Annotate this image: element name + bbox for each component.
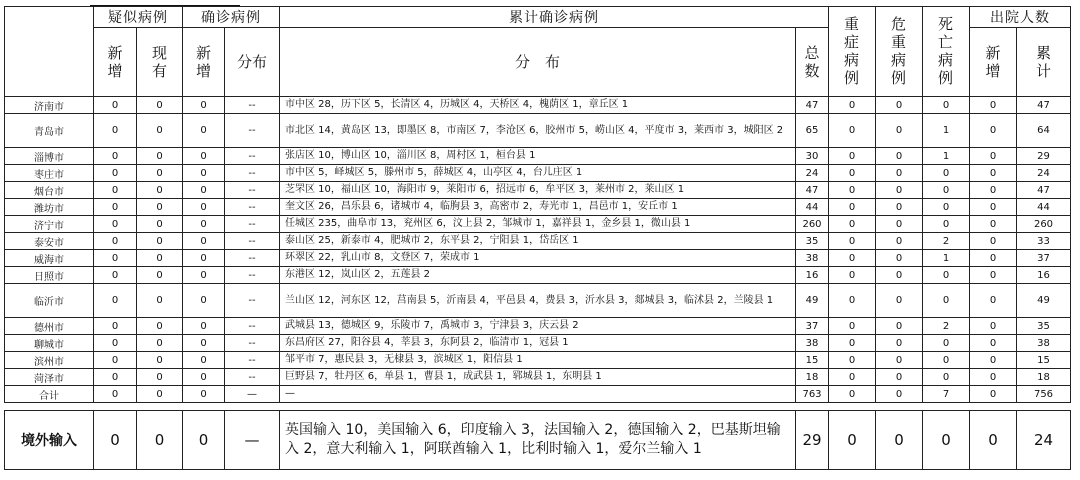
region-name: 烟台市 [5,182,94,199]
confirmed-new: 0 [183,335,225,352]
cumulative-distribution: 邹平市 7，惠民县 3，无棣县 3，滨城区 1，阳信县 1 [280,352,796,369]
severe-count: 0 [829,369,876,386]
header-critical: 危重病例 [876,7,923,97]
suspected-new: 0 [94,284,137,318]
confirmed-new: 0 [183,114,225,148]
suspected-current: 0 [137,233,183,250]
confirmed-new: 0 [183,386,225,403]
confirmed-distribution: -- [225,114,280,148]
discharged-cumulative: 44 [1017,199,1071,216]
table-row [5,369,1071,386]
header-blank [5,7,94,97]
suspected-new: 0 [94,352,137,369]
table-row [5,267,1071,284]
region-name: 青岛市 [5,114,94,148]
death-count: 0 [923,369,970,386]
suspected-new: 0 [94,411,137,470]
critical-count: 0 [876,182,923,199]
table-row [5,165,1071,182]
region-name: 潍坊市 [5,199,94,216]
cumulative-distribution: 东港区 12，岚山区 2，五莲县 2 [280,267,796,284]
table-row [5,386,1071,403]
cumulative-total: 16 [796,267,829,284]
confirmed-new: 0 [183,182,225,199]
cumulative-total: 260 [796,216,829,233]
severe-count: 0 [829,182,876,199]
confirmed-new: 0 [183,148,225,165]
header-sus-current: 现有 [137,28,183,97]
death-count: 2 [923,318,970,335]
suspected-current: 0 [137,411,183,470]
suspected-current: 0 [137,114,183,148]
header-sus-new: 新增 [94,28,137,97]
discharged-cumulative: 24 [1017,165,1071,182]
suspected-current: 0 [137,352,183,369]
cumulative-total: 18 [796,369,829,386]
suspected-current: 0 [137,335,183,352]
cumulative-distribution: 泰山区 25，新泰市 4，肥城市 2，东平县 2，宁阳县 1，岱岳区 1 [280,233,796,250]
suspected-new: 0 [94,148,137,165]
severe-count: 0 [829,411,876,470]
confirmed-distribution: -- [225,318,280,335]
suspected-new: 0 [94,267,137,284]
header-cum-distribution: 分 布 [280,28,796,97]
cumulative-distribution: 芝罘区 10，福山区 10，海阳市 9，莱阳市 6，招远市 6，牟平区 3，莱州市 2，莱山区 1 [280,182,796,199]
cumulative-total: 38 [796,335,829,352]
critical-count: 0 [876,335,923,352]
confirmed-new: 0 [183,369,225,386]
discharged-cumulative: 35 [1017,318,1071,335]
suspected-current: 0 [137,97,183,114]
severe-count: 0 [829,97,876,114]
cumulative-total: 47 [796,97,829,114]
confirmed-new: 0 [183,250,225,267]
discharged-new: 0 [970,233,1017,250]
critical-count: 0 [876,284,923,318]
critical-count: 0 [876,216,923,233]
suspected-current: 0 [137,216,183,233]
discharged-new: 0 [970,335,1017,352]
header-con-distribution: 分布 [225,28,280,97]
region-name: 聊城市 [5,335,94,352]
discharged-cumulative: 756 [1017,386,1071,403]
death-count: 0 [923,352,970,369]
region-name: 临沂市 [5,284,94,318]
discharged-cumulative: 18 [1017,369,1071,386]
suspected-current: 0 [137,199,183,216]
region-name: 威海市 [5,250,94,267]
table-row [5,182,1071,199]
severe-count: 0 [829,114,876,148]
death-count: 1 [923,250,970,267]
severe-count: 0 [829,216,876,233]
critical-count: 0 [876,199,923,216]
table-row [5,148,1071,165]
critical-count: 0 [876,250,923,267]
severe-count: 0 [829,318,876,335]
discharged-cumulative: 29 [1017,148,1071,165]
severe-count: 0 [829,335,876,352]
header-discharged: 出院人数 [970,7,1071,28]
confirmed-distribution: -- [225,97,280,114]
cumulative-total: 24 [796,165,829,182]
confirmed-new: 0 [183,199,225,216]
discharged-new: 0 [970,148,1017,165]
discharged-cumulative: 49 [1017,284,1071,318]
severe-count: 0 [829,250,876,267]
region-name: 滨州市 [5,352,94,369]
row-gap [5,403,1071,411]
region-name: 德州市 [5,318,94,335]
table-row [5,199,1071,216]
header-death: 死亡病例 [923,7,970,97]
region-name: 合计 [5,386,94,403]
critical-count: 0 [876,411,923,470]
severe-count: 0 [829,386,876,403]
critical-count: 0 [876,369,923,386]
table-row [5,318,1071,335]
table-row [5,335,1071,352]
discharged-new: 0 [970,97,1017,114]
confirmed-new: 0 [183,284,225,318]
confirmed-distribution: -- [225,216,280,233]
suspected-new: 0 [94,114,137,148]
severe-count: 0 [829,199,876,216]
cumulative-distribution: 任城区 235，曲阜市 13，兖州区 6，汶上县 2，邹城市 1，嘉祥县 1，金乡县 1，微山县 1 [280,216,796,233]
header-severe: 重症病例 [829,7,876,97]
discharged-cumulative: 47 [1017,97,1071,114]
suspected-new: 0 [94,369,137,386]
suspected-current: 0 [137,267,183,284]
cumulative-distribution: 武城县 13，德城区 9，乐陵市 7，禹城市 3，宁津县 3，庆云县 2 [280,318,796,335]
confirmed-distribution: -- [225,148,280,165]
critical-count: 0 [876,233,923,250]
confirmed-distribution: — [225,411,280,470]
critical-count: 0 [876,114,923,148]
cumulative-distribution: 兰山区 12，河东区 12，莒南县 5，沂南县 4，平邑县 4，费县 3，沂水县 3，郯城县 3，临沭县 2，兰陵县 1 [280,284,796,318]
critical-count: 0 [876,165,923,182]
confirmed-new: 0 [183,97,225,114]
cumulative-distribution: 英国输入 10，美国输入 6，印度输入 3，法国输入 2，德国输入 2，巴基斯坦输入 2，意大利输入 1，阿联酋输入 1，比利时输入 1，爱尔兰输入 1 [280,411,796,470]
table-row [5,233,1071,250]
severe-count: 0 [829,284,876,318]
discharged-cumulative: 24 [1017,411,1071,470]
suspected-new: 0 [94,233,137,250]
suspected-current: 0 [137,386,183,403]
discharged-cumulative: 64 [1017,114,1071,148]
table-row [5,114,1071,148]
suspected-new: 0 [94,182,137,199]
discharged-cumulative: 16 [1017,267,1071,284]
death-count: 7 [923,386,970,403]
discharged-cumulative: 37 [1017,250,1071,267]
region-name: 淄博市 [5,148,94,165]
confirmed-new: 0 [183,233,225,250]
table-row [5,284,1071,318]
header-dis-new: 新增 [970,28,1017,97]
critical-count: 0 [876,318,923,335]
confirmed-distribution: -- [225,165,280,182]
cumulative-total: 47 [796,182,829,199]
table-row [5,250,1071,267]
confirmed-distribution: -- [225,369,280,386]
cumulative-distribution: 市北区 14，黄岛区 13，即墨区 8，市南区 7，李沧区 6，胶州市 5，崂山区 4，平度市 3，莱西市 3，城阳区 2 [280,114,796,148]
confirmed-distribution: -- [225,199,280,216]
death-count: 0 [923,182,970,199]
cumulative-total: 763 [796,386,829,403]
critical-count: 0 [876,148,923,165]
confirmed-distribution: — [225,386,280,403]
suspected-current: 0 [137,182,183,199]
cumulative-distribution: 奎文区 26，昌乐县 6，诸城市 4，临朐县 3，高密市 2，寿光市 1，昌邑市 1，安丘市 1 [280,199,796,216]
header-suspected: 疑似病例 [94,7,183,28]
death-count: 0 [923,284,970,318]
discharged-new: 0 [970,250,1017,267]
cumulative-total: 37 [796,318,829,335]
suspected-current: 0 [137,165,183,182]
critical-count: 0 [876,97,923,114]
death-count: 0 [923,267,970,284]
suspected-new: 0 [94,165,137,182]
cumulative-total: 44 [796,199,829,216]
confirmed-distribution: -- [225,352,280,369]
confirmed-new: 0 [183,165,225,182]
severe-count: 0 [829,233,876,250]
confirmed-distribution: -- [225,284,280,318]
header-con-new: 新增 [183,28,225,97]
suspected-new: 0 [94,318,137,335]
death-count: 0 [923,199,970,216]
discharged-cumulative: 38 [1017,335,1071,352]
table-row [5,216,1071,233]
suspected-current: 0 [137,318,183,335]
table-row [5,97,1071,114]
table-row [5,411,1071,470]
discharged-new: 0 [970,165,1017,182]
severe-count: 0 [829,165,876,182]
discharged-cumulative: 47 [1017,182,1071,199]
confirmed-distribution: -- [225,182,280,199]
epidemic-table [4,6,1071,470]
region-name: 济宁市 [5,216,94,233]
death-count: 0 [923,216,970,233]
cumulative-total: 35 [796,233,829,250]
cumulative-total: 29 [796,411,829,470]
death-count: 0 [923,97,970,114]
discharged-new: 0 [970,114,1017,148]
cumulative-distribution: 张店区 10，博山区 10，淄川区 8，周村区 1，桓台县 1 [280,148,796,165]
cumulative-distribution: 巨野县 7，牡丹区 6，单县 1，曹县 1，成武县 1，郓城县 1，东明县 1 [280,369,796,386]
confirmed-distribution: -- [225,250,280,267]
discharged-new: 0 [970,267,1017,284]
critical-count: 0 [876,352,923,369]
suspected-current: 0 [137,148,183,165]
suspected-current: 0 [137,284,183,318]
suspected-current: 0 [137,369,183,386]
severe-count: 0 [829,148,876,165]
cumulative-distribution: 环翠区 22，乳山市 8，文登区 7，荣成市 1 [280,250,796,267]
death-count: 2 [923,233,970,250]
suspected-current: 0 [137,250,183,267]
death-count: 0 [923,335,970,352]
discharged-cumulative: 33 [1017,233,1071,250]
cumulative-total: 38 [796,250,829,267]
death-count: 1 [923,148,970,165]
discharged-new: 0 [970,216,1017,233]
confirmed-new: 0 [183,411,225,470]
critical-count: 0 [876,386,923,403]
confirmed-distribution: -- [225,267,280,284]
discharged-new: 0 [970,411,1017,470]
suspected-new: 0 [94,386,137,403]
cumulative-distribution: — [280,386,796,403]
discharged-cumulative: 15 [1017,352,1071,369]
suspected-new: 0 [94,97,137,114]
header-confirmed: 确诊病例 [183,7,280,28]
confirmed-distribution: -- [225,233,280,250]
discharged-new: 0 [970,369,1017,386]
confirmed-distribution: -- [225,335,280,352]
death-count: 1 [923,114,970,148]
cumulative-distribution: 市中区 28，历下区 5，长清区 4，历城区 4，天桥区 4，槐荫区 1，章丘区 1 [280,97,796,114]
confirmed-new: 0 [183,352,225,369]
region-name: 日照市 [5,267,94,284]
discharged-new: 0 [970,182,1017,199]
discharged-cumulative: 260 [1017,216,1071,233]
header-total: 总数 [796,28,829,97]
gap-cell [5,403,1071,411]
death-count: 0 [923,411,970,470]
confirmed-new: 0 [183,318,225,335]
region-name: 泰安市 [5,233,94,250]
cumulative-total: 49 [796,284,829,318]
discharged-new: 0 [970,386,1017,403]
cumulative-distribution: 市中区 5，峄城区 5，滕州市 5，薛城区 4，山亭区 4，台儿庄区 1 [280,165,796,182]
death-count: 0 [923,165,970,182]
discharged-new: 0 [970,284,1017,318]
suspected-new: 0 [94,199,137,216]
cumulative-total: 30 [796,148,829,165]
severe-count: 0 [829,352,876,369]
suspected-new: 0 [94,216,137,233]
confirmed-new: 0 [183,216,225,233]
suspected-new: 0 [94,335,137,352]
discharged-new: 0 [970,199,1017,216]
cumulative-total: 65 [796,114,829,148]
discharged-new: 0 [970,352,1017,369]
critical-count: 0 [876,267,923,284]
header-dis-cumulative: 累计 [1017,28,1071,97]
region-name: 境外输入 [5,411,94,470]
confirmed-new: 0 [183,267,225,284]
suspected-new: 0 [94,250,137,267]
cumulative-total: 15 [796,352,829,369]
cumulative-distribution: 东昌府区 27，阳谷县 4，莘县 3，东阿县 2，临清市 1，冠县 1 [280,335,796,352]
discharged-new: 0 [970,318,1017,335]
table-row [5,352,1071,369]
region-name: 济南市 [5,97,94,114]
severe-count: 0 [829,267,876,284]
region-name: 枣庄市 [5,165,94,182]
region-name: 菏泽市 [5,369,94,386]
header-cumulative: 累计确诊病例 [280,7,829,28]
